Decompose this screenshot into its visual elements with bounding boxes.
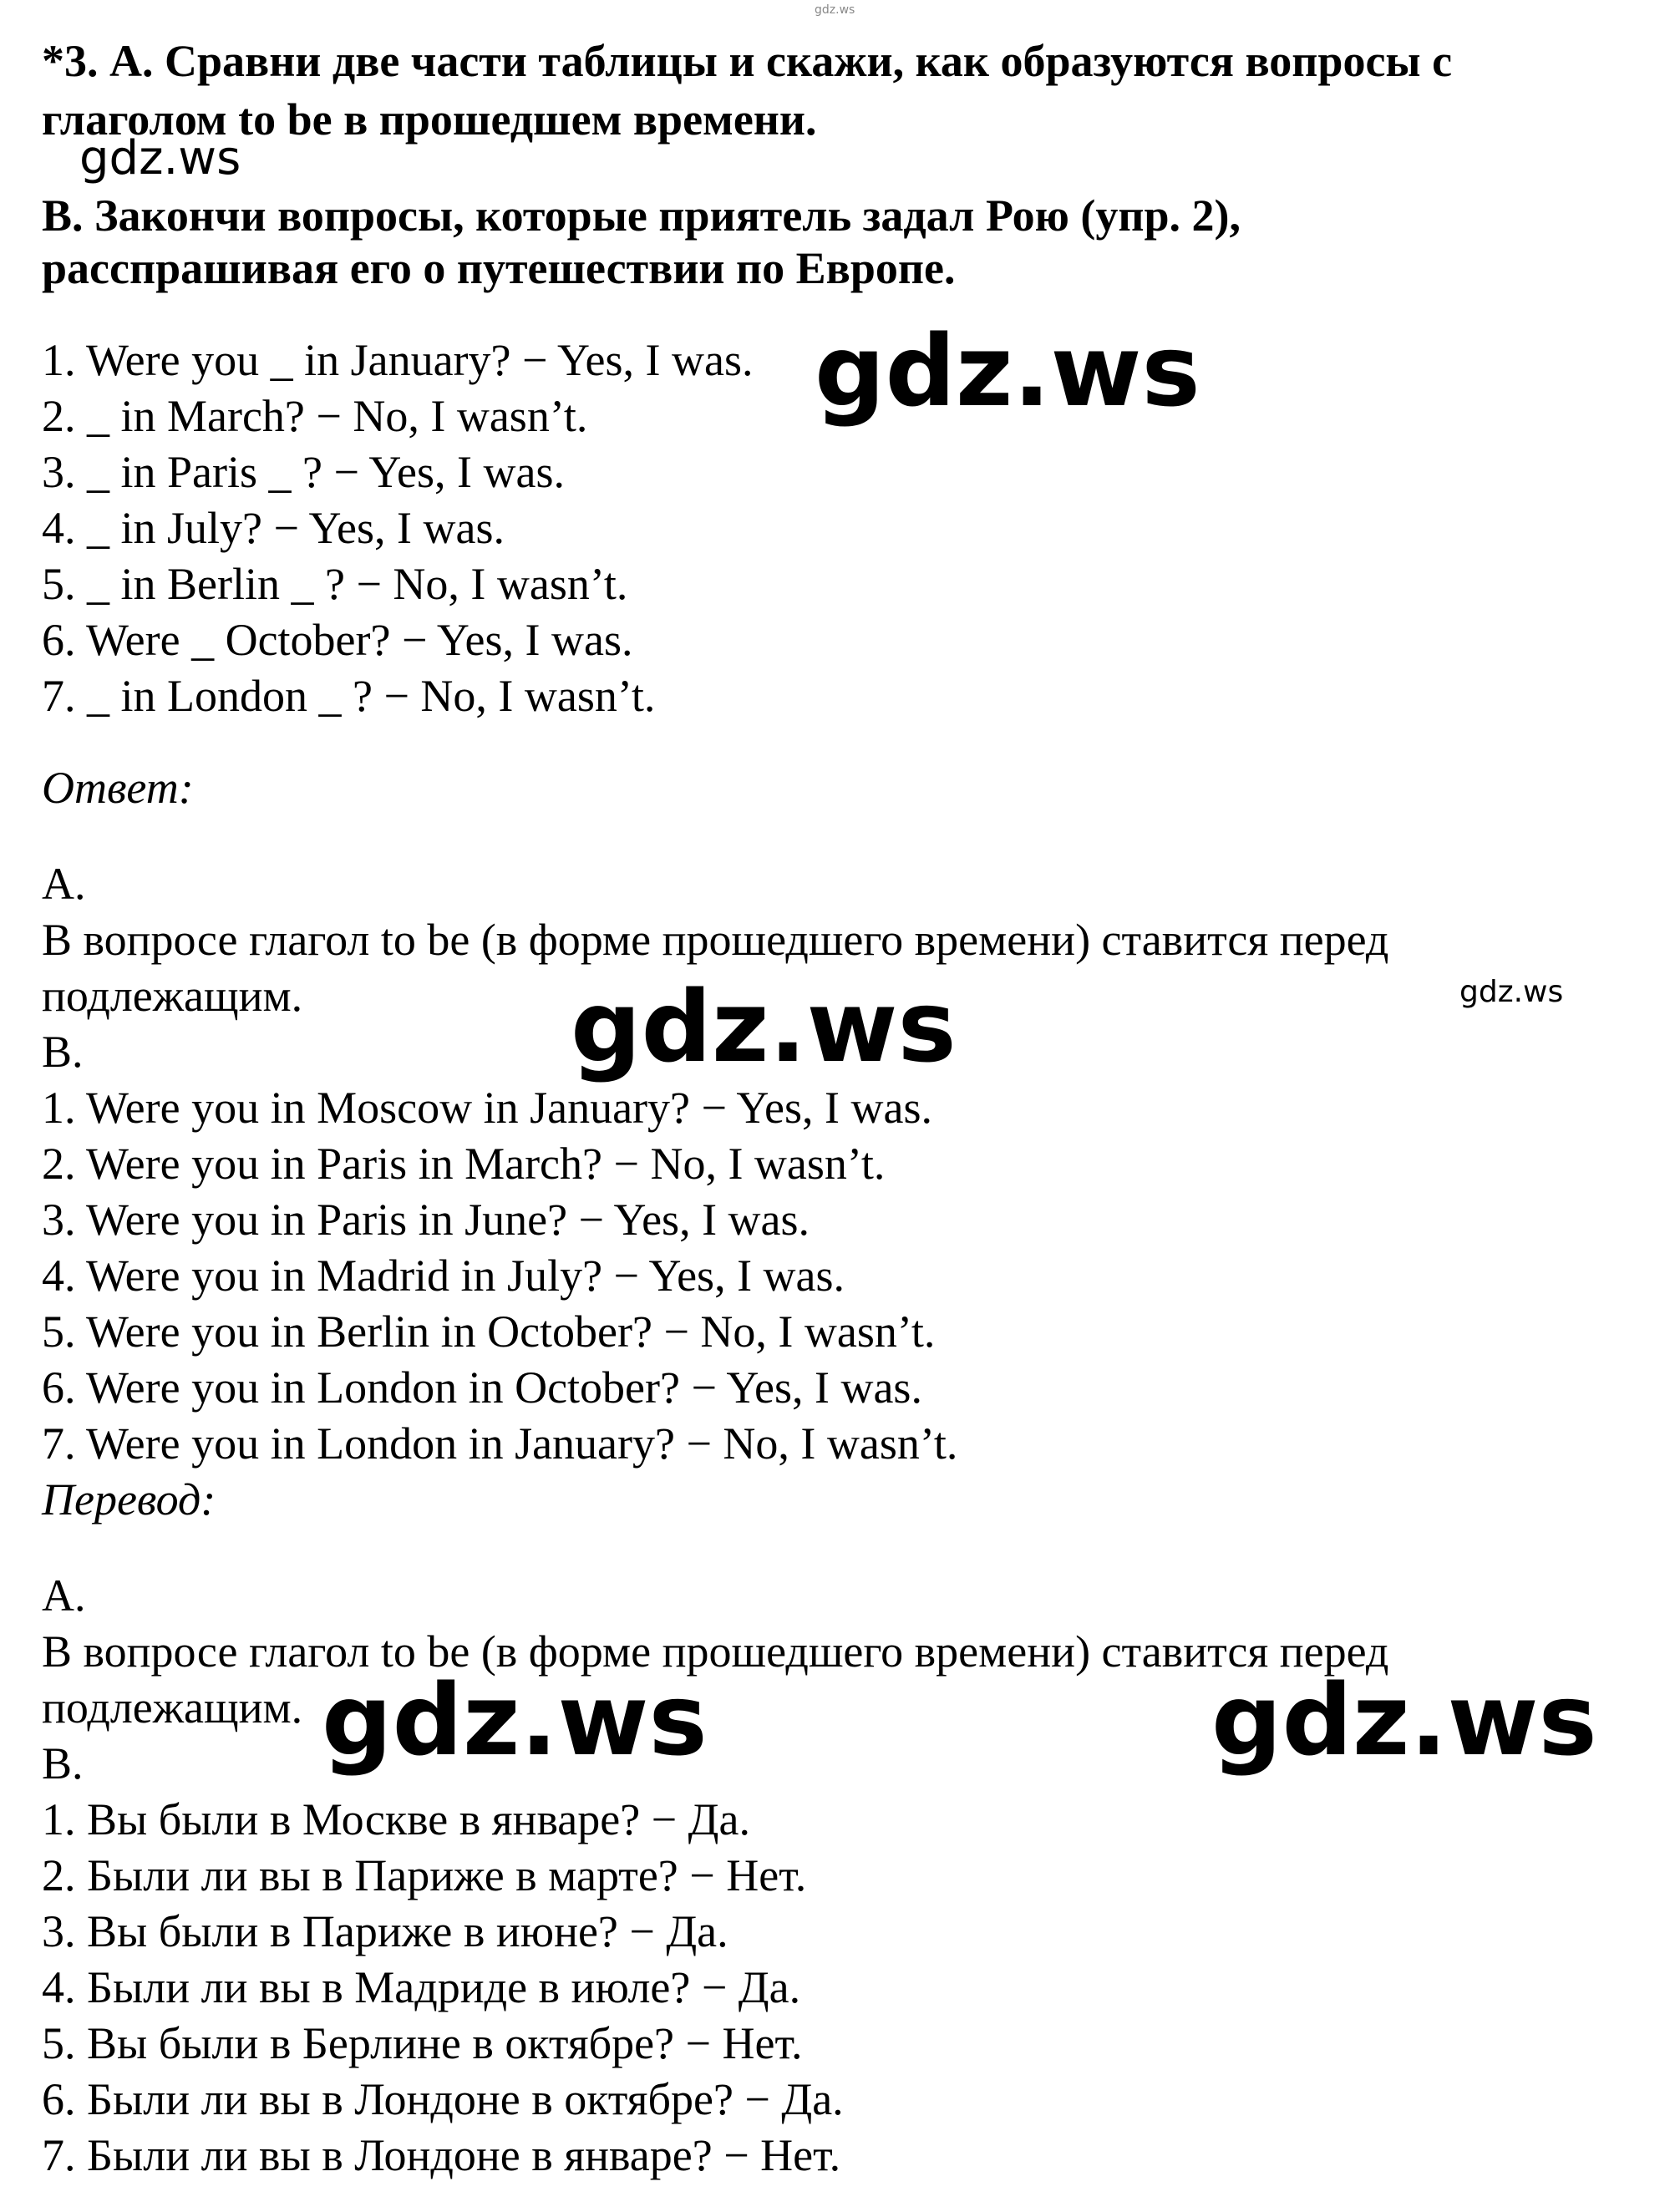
translation-a-text-line-2: подлежащим.: [42, 1682, 303, 1733]
translation-heading: Перевод:: [42, 1474, 216, 1525]
answer-item: 5. Were you in Berlin in October? − No, I wasn’t.: [42, 1306, 936, 1357]
exercise-item: 7. _ in London _ ? − No, I wasn’t.: [42, 671, 656, 721]
answer-a-label: А.: [42, 859, 86, 909]
answer-item: 3. Were you in Paris in June? − Yes, I was.: [42, 1195, 810, 1245]
watermark-logo: gdz.ws: [571, 969, 957, 1084]
watermark-logo: gdz.ws: [815, 313, 1200, 429]
exercise-item: 6. Were _ October? − Yes, I was.: [42, 615, 633, 665]
exercise-item: 5. _ in Berlin _ ? − No, I wasn’t.: [42, 559, 628, 609]
task-part-b-line-2: расспрашивая его о путешествии по Европе.: [42, 243, 956, 293]
answer-heading: Ответ:: [42, 763, 194, 813]
answer-item: 2. Were you in Paris in March? − No, I wasn’t.: [42, 1139, 886, 1189]
task-title-line-2: глаголом to be в прошедшем времени.: [42, 94, 817, 145]
translation-a-label: А.: [42, 1570, 86, 1621]
translation-item: 4. Были ли вы в Мадриде в июле? − Да.: [42, 1962, 801, 2012]
answer-item: 6. Were you in London in October? − Yes, I was.: [42, 1362, 922, 1413]
answer-item: 7. Were you in London in January? − No, I wasn’t.: [42, 1418, 958, 1469]
task-part-b-line-1: В. Закончи вопросы, которые приятель задал Рою (упр. 2),: [42, 190, 1241, 241]
watermark-logo: gdz.ws: [1459, 975, 1564, 1009]
task-title-line-1: *3. А. Сравни две части таблицы и скажи, как образуются вопросы с: [42, 36, 1453, 86]
answer-b-label: В.: [42, 1027, 84, 1077]
answer-a-text-line-2: подлежащим.: [42, 971, 303, 1021]
exercise-item: 2. _ in March? − No, I wasn’t.: [42, 391, 588, 441]
translation-item: 6. Были ли вы в Лондоне в октябре? − Да.: [42, 2074, 844, 2124]
header-watermark: gdz.ws: [815, 3, 855, 17]
watermark-logo: gdz.ws: [322, 1662, 708, 1778]
answer-item: 1. Were you in Moscow in January? − Yes, I was.: [42, 1083, 932, 1133]
translation-item: 1. Вы были в Москве в январе? − Да.: [42, 1794, 750, 1844]
answer-a-text-line-1: В вопросе глагол to be (в форме прошедшего времени) ставится перед: [42, 915, 1389, 965]
translation-item: 2. Были ли вы в Париже в марте? − Нет.: [42, 1850, 807, 1900]
watermark-logo: gdz.ws: [1211, 1662, 1597, 1778]
translation-a-text-line-1: В вопросе глагол to be (в форме прошедшего времени) ставится перед: [42, 1626, 1389, 1677]
translation-item: 5. Вы были в Берлине в октябре? − Нет.: [42, 2018, 803, 2068]
exercise-item: 1. Were you _ in January? − Yes, I was.: [42, 335, 754, 385]
exercise-item: 3. _ in Paris _ ? − Yes, I was.: [42, 447, 565, 497]
translation-item: 7. Были ли вы в Лондоне в январе? − Нет.: [42, 2130, 841, 2180]
exercise-item: 4. _ in July? − Yes, I was.: [42, 503, 505, 553]
translation-item: 3. Вы были в Париже в июне? − Да.: [42, 1906, 728, 1956]
answer-item: 4. Were you in Madrid in July? − Yes, I was.: [42, 1251, 845, 1301]
watermark-logo: gdz.ws: [79, 131, 241, 185]
translation-b-label: В.: [42, 1738, 84, 1788]
